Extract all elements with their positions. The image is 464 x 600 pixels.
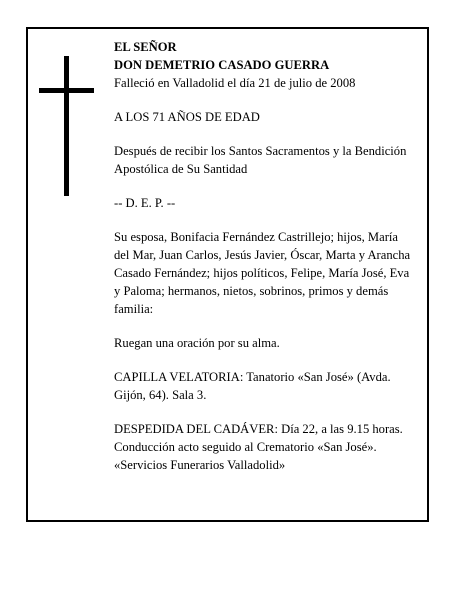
farewell-paragraph: [114, 420, 414, 456]
chapel-label: CAPILLA VELATORIA:: [114, 370, 244, 384]
deceased-title: EL SEÑOR: [114, 40, 177, 54]
deceased-name: DON DEMETRIO CASADO GUERRA: [114, 58, 330, 72]
cross-vertical-bar: [64, 56, 69, 196]
farewell-text: Día 22, a las 9.15 horas. Conducción acto seguido al Crematorio «San José».: [114, 422, 403, 454]
chapel-paragraph: [114, 368, 414, 404]
dep-line: -- D. E. P. --: [114, 196, 176, 210]
obituary-text: [114, 38, 414, 474]
sacraments-paragraph: Después de recibir los Santos Sacramentos y la Bendición Apostólica de Su Santidad: [114, 144, 407, 176]
age-line: A LOS 71 AÑOS DE EDAD: [114, 110, 260, 124]
chapel-text: Tanatorio «San José» (Avda. Gijón, 64). Sala 3.: [114, 370, 391, 402]
family-paragraph: Su esposa, Bonifacia Fernández Castrillejo; hijos, María del Mar, Juan Carlos, Jesús Javier, Óscar, Marta y Arancha Casado Fernández; hijos políticos, Felipe, María José, Eva y Paloma; hermanos, nietos, sobrinos, primos y demás familia:: [114, 230, 411, 316]
farewell-label: DESPEDIDA DEL CADÁVER:: [114, 422, 278, 436]
prayer-line: Ruegan una oración por su alma.: [114, 336, 280, 350]
cross-horizontal-bar: [39, 88, 94, 93]
funeral-services: «Servicios Funerarios Valladolid»: [114, 458, 286, 472]
death-notice: Falleció en Valladolid el día 21 de julio de 2008: [114, 76, 356, 90]
